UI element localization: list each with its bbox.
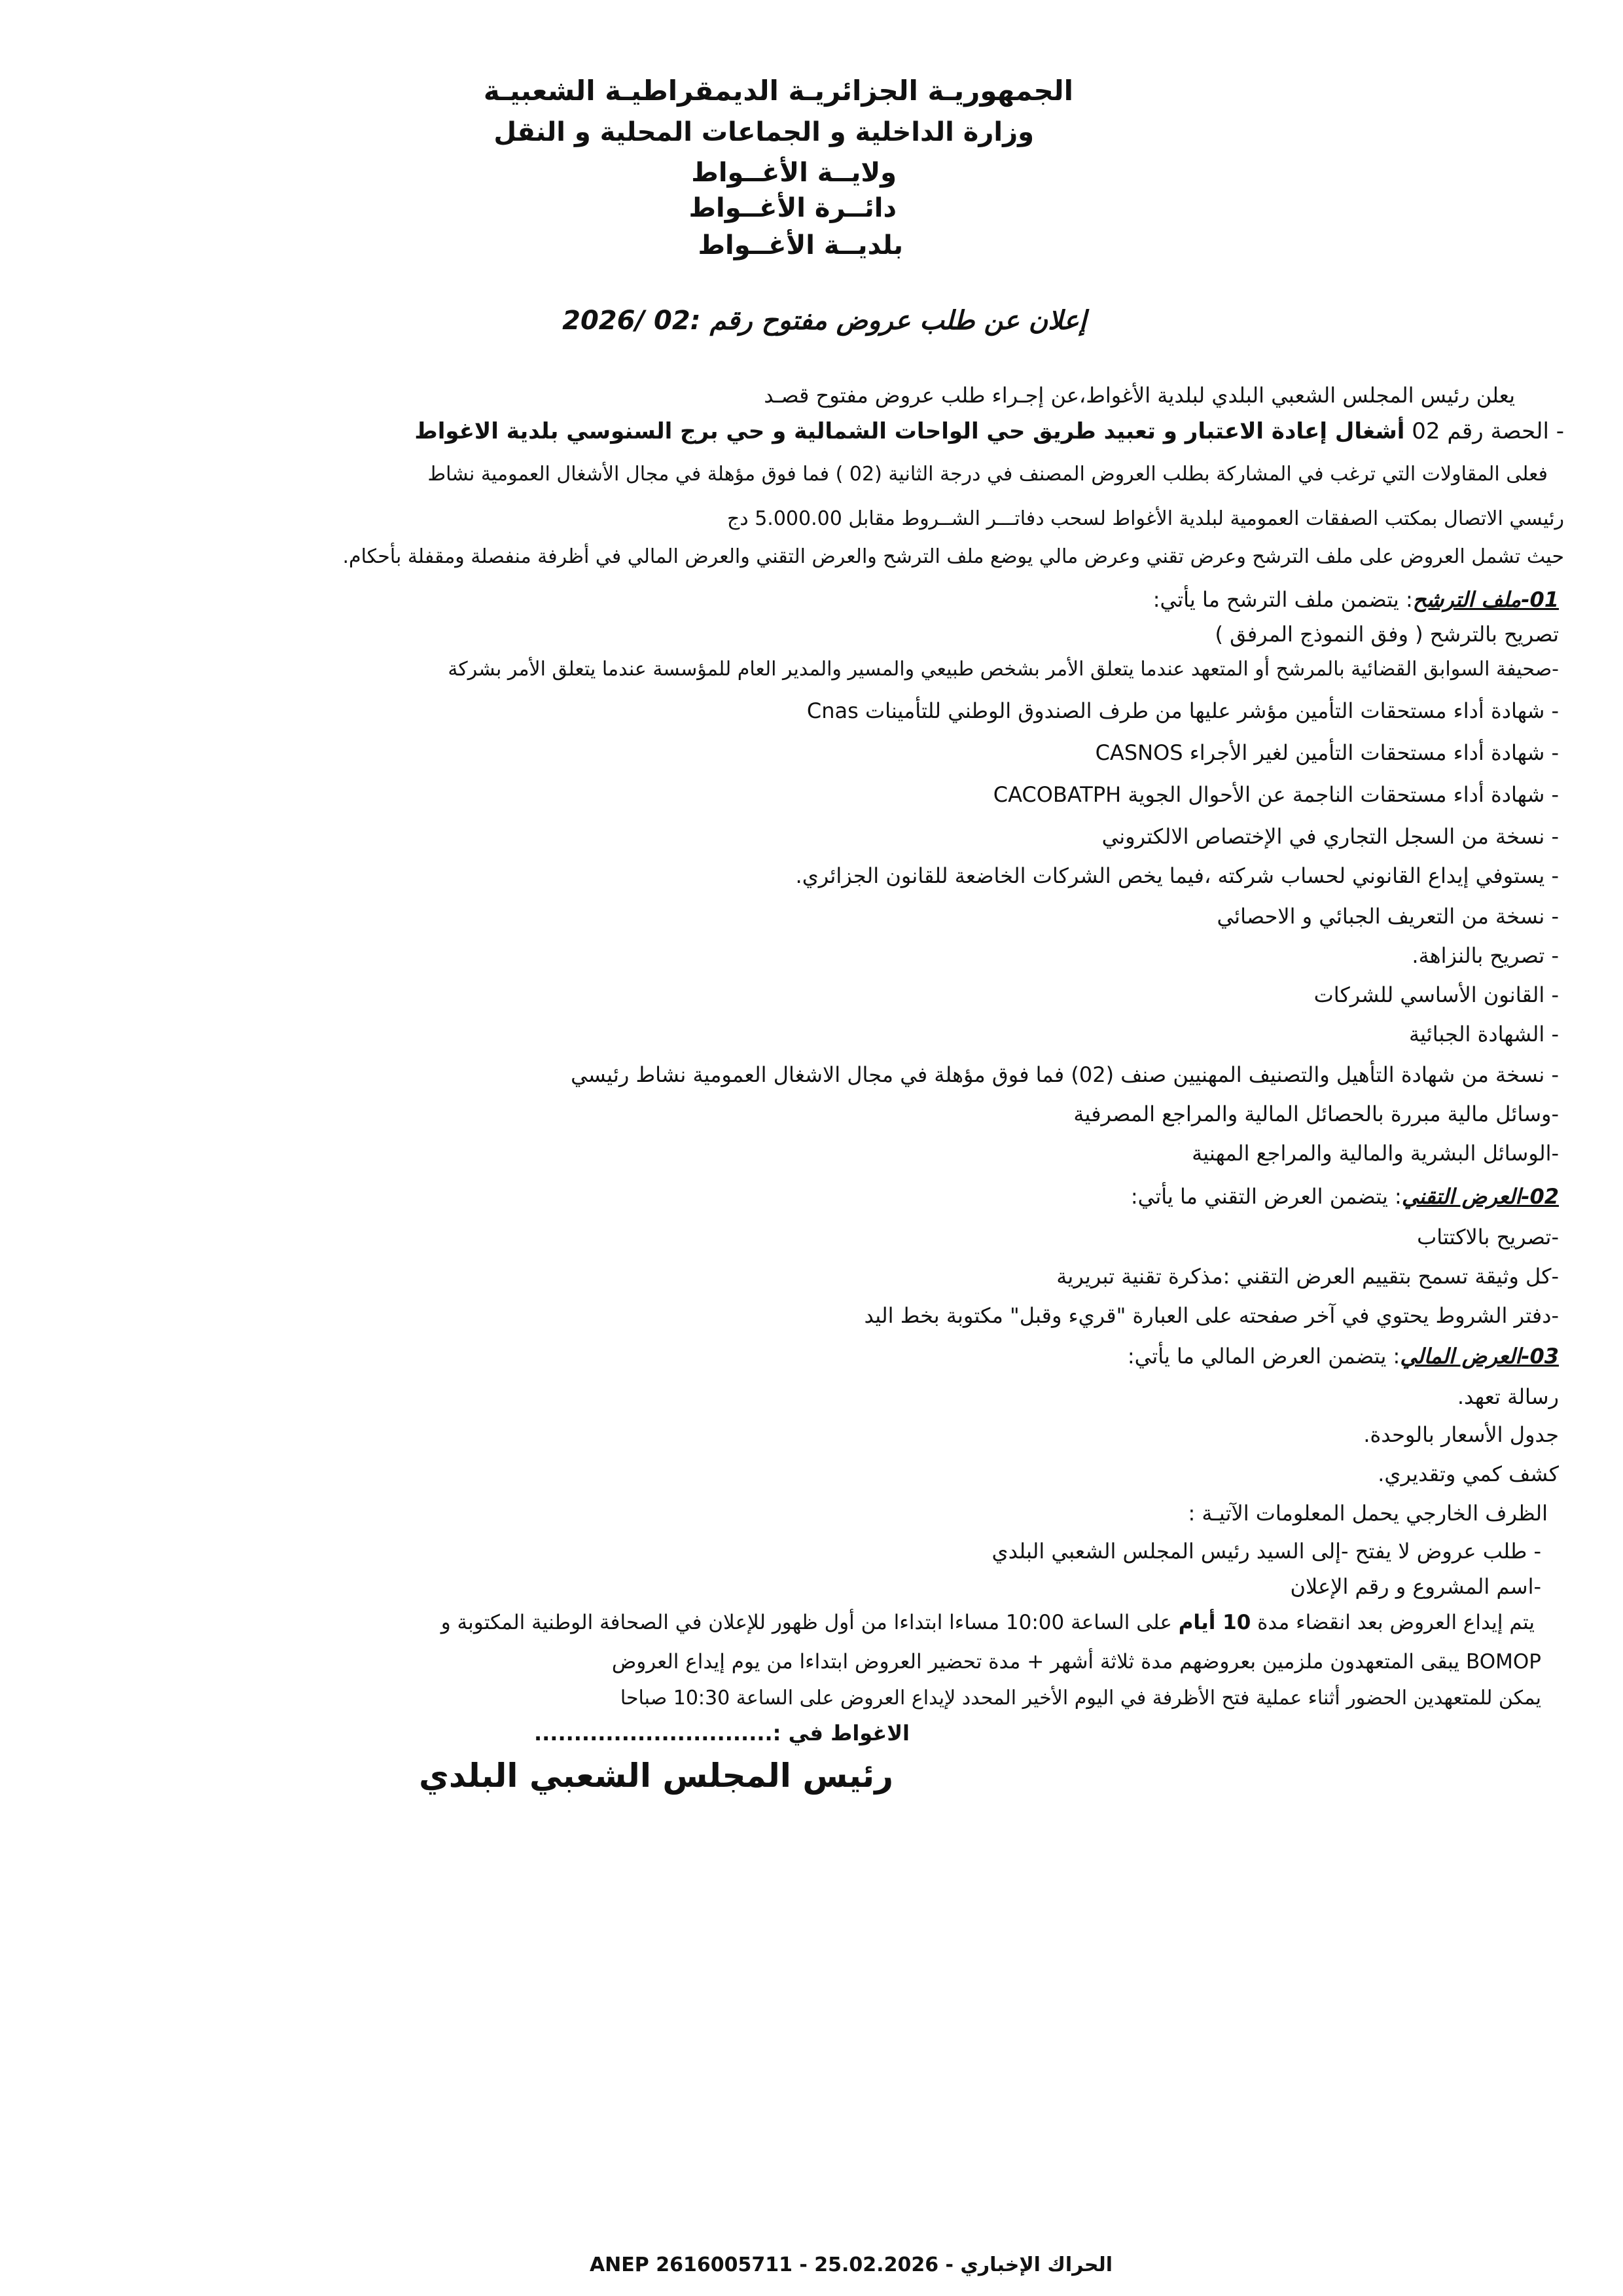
signatory-title: رئيس المجلس الشعبي البلدي	[419, 1757, 893, 1795]
section1-item: - شهادة أداء مستحقات الناجمة عن الأحوال الجوية CACOBATPH	[993, 782, 1559, 807]
section3-heading	[1128, 1346, 1559, 1367]
section1-title: 01-ملف الترشح	[1412, 587, 1559, 612]
header-daira: دائــرة الأغــواط	[688, 193, 897, 223]
section1-item: - نسخة من التعريف الجبائي و الاحصائي	[1217, 904, 1559, 929]
section1-title-rest: : يتضمن ملف الترشح ما يأتي:	[1152, 587, 1413, 612]
header-wilaya: ولايــة الأغــواط	[691, 158, 897, 188]
lot-prefix: - الحصة رقم 02	[1412, 418, 1564, 444]
section1-item: - الشهادة الجبائية	[1408, 1022, 1559, 1047]
deadline-line-3: يمكن للمتعهدين الحضور أثناء عملية فتح الأظرفة في اليوم الأخير المحدد لإيداع العروض على الساعة 10:30 صباحا	[620, 1687, 1541, 1710]
section2-title-rest: : يتضمن العرض التقني ما يأتي:	[1130, 1184, 1402, 1209]
section3-item: رسالة تعهد.	[1457, 1384, 1559, 1409]
intro-line-1: يعلن رئيس المجلس الشعبي البلدي لبلدية الأغواط،عن إجـراء طلب عروض مفتوح قصـد	[764, 383, 1515, 408]
deadline-text-a: يتم إيداع العروض بعد انقضاء مدة	[1257, 1611, 1535, 1634]
section1-item: - تصريح بالنزاهة.	[1412, 943, 1559, 968]
section2-item: -تصريح بالاكتتاب	[1417, 1225, 1559, 1249]
deadline-line-1	[441, 1613, 1535, 1633]
deadline-line-2: BOMOP يبقى المتعهدون ملزمين بعروضهم مدة ثلاثة أشهر + مدة تحضير العروض ابتداءا من يوم إيداع العروض	[611, 1650, 1541, 1674]
section2-heading	[1131, 1186, 1559, 1207]
header-ministry: وزارة الداخلية و الجماعات المحلية و النقل	[493, 117, 1034, 147]
section2-title: 02-العرض التقني	[1401, 1184, 1559, 1209]
section3-title-rest: : يتضمن العرض المالي ما يأتي:	[1127, 1344, 1400, 1369]
section1-item: -الوسائل البشرية والمالية والمراجع المهنية	[1192, 1141, 1559, 1166]
section1-item: - نسخة من السجل التجاري في الإختصاص الالكتروني	[1101, 824, 1559, 849]
section1-item: - شهادة أداء مستحقات التأمين لغير الأجراء CASNOS	[1095, 740, 1559, 765]
intro-line-3: فعلى المقاولات التي ترغب في المشاركة بطلب العروض المصنف في درجة الثانية (02 ) فما فوق مؤهلة في مجال الأشغال العمومية نشاط	[427, 463, 1548, 486]
section1-item: - يستوفي إيداع القانوني لحساب شركته ،فيما يخص الشركات الخاضعة للقانون الجزائري.	[795, 863, 1559, 888]
section3-title: 03-العرض المالي	[1400, 1344, 1559, 1369]
lot-line	[414, 420, 1564, 442]
section2-item: -كل وثيقة تسمح بتقييم العرض التقني :مذكرة تقنية تبريرية	[1056, 1264, 1559, 1289]
envelope-line: - طلب عروض لا يفتح -إلى السيد رئيس المجلس الشعبي البلدي	[991, 1539, 1541, 1564]
section3-item: كشف كمي وتقديري.	[1378, 1462, 1559, 1486]
section1-item: - نسخة من شهادة التأهيل والتصنيف المهنيين صنف (02) فما فوق مؤهلة في مجال الاشغال العمومية نشاط رئيسي	[571, 1062, 1559, 1087]
intro-line-5: حيث تشمل العروض على ملف الترشح وعرض تقني وعرض مالي يوضع ملف الترشح والعرض التقني والعرض المالي في أظرفة منفصلة ومقفلة بأحكام.	[342, 545, 1564, 568]
place-date: الاغواط في :..............................	[533, 1721, 910, 1746]
section1-item: - القانون الأساسي للشركات	[1313, 982, 1559, 1007]
header-republic: الجمهوريـة الجزائريـة الديمقراطيـة الشعبيـة	[483, 75, 1073, 107]
section1-item: تصريح بالترشح ( وفق النموذج المرفق )	[1215, 622, 1559, 647]
section1-item: -وسائل مالية مبررة بالحصائل المالية والمراجع المصرفية	[1073, 1102, 1559, 1126]
section2-item: -دفتر الشروط يحتوي في آخر صفحته على العبارة "قريء وقبل" مكتوبة بخط اليد	[864, 1303, 1559, 1328]
envelope-line: -اسم المشروع و رقم الإعلان	[1290, 1574, 1541, 1599]
section3-item: جدول الأسعار بالوحدة.	[1363, 1422, 1559, 1447]
deadline-text-b: على الساعة 10:00 مساءا ابتداءا من أول ظهور للإعلان في الصحافة الوطنية المكتوبة و	[440, 1611, 1172, 1634]
section1-item: - شهادة أداء مستحقات التأمين مؤشر عليها من طرف الصندوق الوطني للتأمينات Cnas	[806, 698, 1559, 723]
footer-reference: الحراك الإخباري - ANEP 2616005711 - 25.02.2026	[589, 2253, 1113, 2276]
section1-item: -صحيفة السوابق القضائية بالمرشح أو المتعهد عندما يتعلق الأمر بشخص طبيعي والمسير والمدير العام للمؤسسة عندما يتعلق الأمر بشركة	[448, 658, 1559, 681]
header-commune: بلديــة الأغــواط	[698, 230, 903, 260]
document-title: إعلان عن طلب عروض مفتوح رقم :02 /2026	[562, 306, 1086, 336]
section1-heading	[1153, 589, 1559, 610]
lot-title: أشغال إعادة الاعتبار و تعبيد طريق حي الواحات الشمالية و حي برج السنوسي بلدية الاغواط	[414, 418, 1405, 444]
deadline-days: 10 أيام	[1178, 1611, 1251, 1634]
intro-line-4: رئيسي الاتصال بمكتب الصفقات العمومية لبلدية الأغواط لسحب دفاتـــر الشــروط مقابل 5.000.00 دج	[726, 507, 1564, 530]
envelope-line: الظرف الخارجي يحمل المعلومات الآتيـة :	[1188, 1501, 1548, 1526]
